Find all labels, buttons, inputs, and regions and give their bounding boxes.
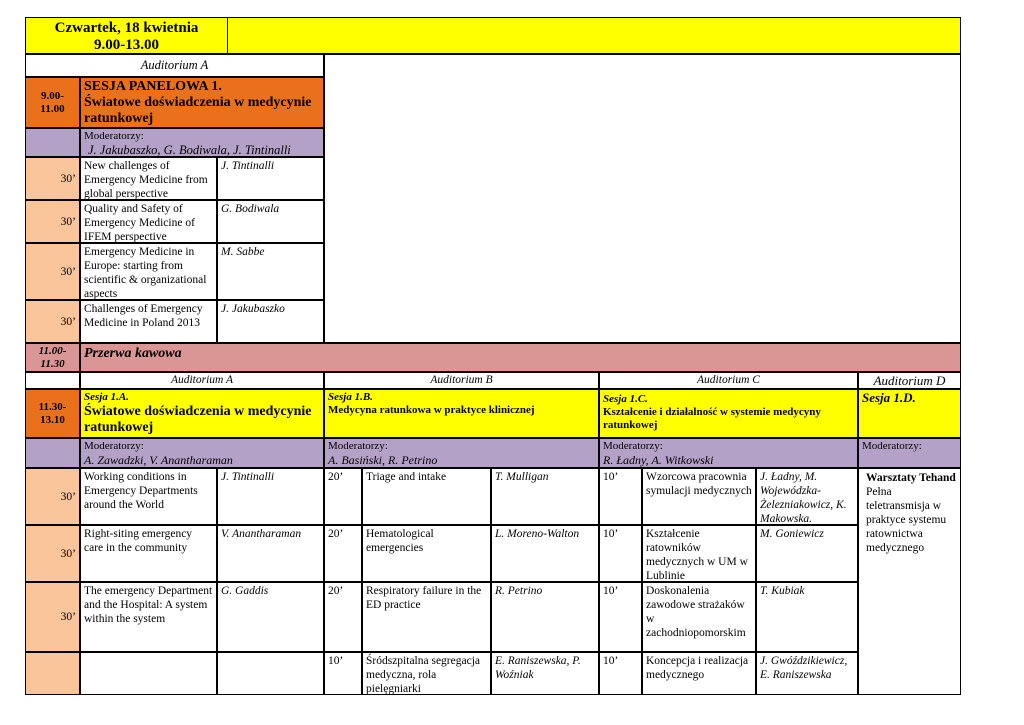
panel-moderators [80, 128, 324, 157]
auditorium-c-label: Auditorium C [599, 372, 858, 389]
session-b-talk-speaker: L. Moreno-Walton [491, 525, 599, 582]
moderators-label: Moderatorzy: [603, 440, 663, 452]
session-c-talk-title: Doskonalenia zawodowe strażaków w zachodniopomorskim [642, 582, 756, 652]
panel-talk-duration: 30’ [25, 200, 80, 243]
session-a-talk-title: The emergency Department and the Hospital: A system within the system [80, 582, 217, 652]
empty-area [324, 54, 961, 343]
session-a-talk-speaker: G. Gaddis [217, 582, 324, 652]
panel-talk-speaker: J. Jakubaszko [217, 300, 324, 343]
session-c-talk-speaker: J. Gwóździkiewicz, E. Raniszewska [756, 652, 858, 695]
panel-auditorium: Auditorium A [25, 54, 324, 77]
break-time: 11.00-11.30 [25, 343, 80, 372]
session-b-talk-speaker: T. Mulligan [491, 468, 599, 525]
session-c-talk-duration: 10’ [599, 582, 642, 652]
panel-talk-title: Emergency Medicine in Europe: starting from scientific & organizational aspects [80, 243, 217, 300]
panel-moderators-label: Moderatorzy: [84, 130, 144, 142]
session-c-talk-speaker: M. Goniewicz [756, 525, 858, 582]
session-b-talk-duration: 20’ [324, 582, 362, 652]
moderators-names: A. Zawadzki, V. Anantharaman [84, 453, 233, 467]
workshop-description: Pełna teletransmisja w praktyce systemu ratownictwa medycznego [866, 486, 947, 554]
session-a-talk-speaker: J. Tintinalli [217, 468, 324, 525]
session-c-talk-speaker: J. Ładny, M. Wojewódzka-Żelezniakowicz, K. Makowska. [756, 468, 858, 525]
panel-talk-title: New challenges of Emergency Medicine from global perspective [80, 157, 217, 200]
session-b-talk-duration: 10’ [324, 652, 362, 695]
sessions-moderators-spacer [25, 438, 80, 468]
session-c-talk-duration: 10’ [599, 525, 642, 582]
session-c-name: Kształcenie i działalność w systemie medycyny ratunkowej [603, 406, 821, 431]
panel-moderators-names: J. Jakubaszko, G. Bodiwala, J. Tintinalli [88, 143, 291, 157]
session-c-talk-title: Koncepcja i realizacja medycznego [642, 652, 756, 695]
sessions-time: 11.30-13.10 [25, 389, 80, 438]
session-a-talk-speaker: V. Anantharaman [217, 525, 324, 582]
session-a-talk-empty [80, 652, 217, 695]
panel-talk-speaker: J. Tintinalli [217, 157, 324, 200]
moderators-names: A. Basiński, R. Petrino [328, 453, 438, 467]
session-b-title [324, 389, 599, 438]
session-d-code: Sesja 1.D. [858, 389, 961, 438]
session-a-speaker-empty [217, 652, 324, 695]
header-day: Czwartek, 18 kwietnia [54, 20, 199, 36]
header-day-time [25, 17, 228, 54]
talk-duration-empty [25, 652, 80, 695]
auditorium-d-label: Auditorium D [858, 372, 961, 389]
session-c-talk-speaker: T. Kubiak [756, 582, 858, 652]
auditorium-row-spacer [25, 372, 80, 389]
header-time: 9.00-13.00 [94, 37, 159, 53]
session-b-talk-duration: 20’ [324, 468, 362, 525]
session-d-moderators-label: Moderatorzy: [858, 438, 961, 468]
session-b-talk-title: Respiratory failure in the ED practice [362, 582, 491, 652]
talk-duration: 30’ [25, 582, 80, 652]
session-c-talk-title: Kształcenie ratowników medycznych w UM w Lublinie [642, 525, 756, 582]
session-b-talk-speaker: R. Petrino [491, 582, 599, 652]
session-b-talk-speaker: E. Raniszewska, P. Woźniak [491, 652, 599, 695]
session-b-talk-duration: 20’ [324, 525, 362, 582]
session-b-code: Sesja 1.B. [328, 391, 373, 403]
panel-talk-title: Challenges of Emergency Medicine in Poland 2013 [80, 300, 217, 343]
session-a-title [80, 389, 324, 438]
break-label: Przerwa kawowa [80, 343, 961, 372]
panel-title [80, 77, 324, 128]
session-c-title [599, 389, 858, 438]
session-b-talk-title: Śródszpitalna segregacja medyczna, rola pielęgniarki [362, 652, 491, 695]
panel-title-line2: Światowe doświadczenia w medycynie ratunkowej [84, 95, 312, 126]
auditorium-b-label: Auditorium B [324, 372, 599, 389]
panel-moderators-spacer [25, 128, 80, 157]
auditorium-a-label: Auditorium A [80, 372, 324, 389]
panel-talk-speaker: G. Bodiwala [217, 200, 324, 243]
workshop-title: Warsztaty Tehand [866, 472, 956, 484]
panel-talk-duration: 30’ [25, 243, 80, 300]
panel-time: 9.00-11.00 [25, 77, 80, 128]
panel-talk-speaker: M. Sabbe [217, 243, 324, 300]
panel-title-line1: SESJA PANELOWA 1. [84, 79, 222, 94]
panel-talk-duration: 30’ [25, 300, 80, 343]
session-c-talk-title: Wzorcowa pracownia symulacji medycznych [642, 468, 756, 525]
session-c-talk-duration: 10’ [599, 468, 642, 525]
moderators-names: R. Ładny, A. Witkowski [603, 453, 714, 467]
session-b-talk-title: Triage and intake [362, 468, 491, 525]
moderators-label: Moderatorzy: [84, 440, 144, 452]
session-b-moderators [324, 438, 599, 468]
moderators-label: Moderatorzy: [328, 440, 388, 452]
session-a-moderators [80, 438, 324, 468]
session-c-talk-duration: 10’ [599, 652, 642, 695]
panel-talk-title: Quality and Safety of Emergency Medicine of IFEM perspective [80, 200, 217, 243]
session-c-moderators [599, 438, 858, 468]
panel-talk-duration: 30’ [25, 157, 80, 200]
session-c-code: Sesja 1.C. [603, 393, 648, 405]
session-d-workshop [858, 468, 961, 695]
session-b-name: Medycyna ratunkowa w praktyce klinicznej [328, 404, 535, 416]
session-a-talk-title: Right-siting emergency care in the community [80, 525, 217, 582]
talk-duration: 30’ [25, 525, 80, 582]
session-a-name: Światowe doświadczenia w medycynie ratunkowej [84, 404, 312, 435]
session-b-talk-title: Hematological emergencies [362, 525, 491, 582]
talk-duration: 30’ [25, 468, 80, 525]
session-a-talk-title: Working conditions in Emergency Departments around the World [80, 468, 217, 525]
session-a-code: Sesja 1.A. [84, 391, 129, 403]
